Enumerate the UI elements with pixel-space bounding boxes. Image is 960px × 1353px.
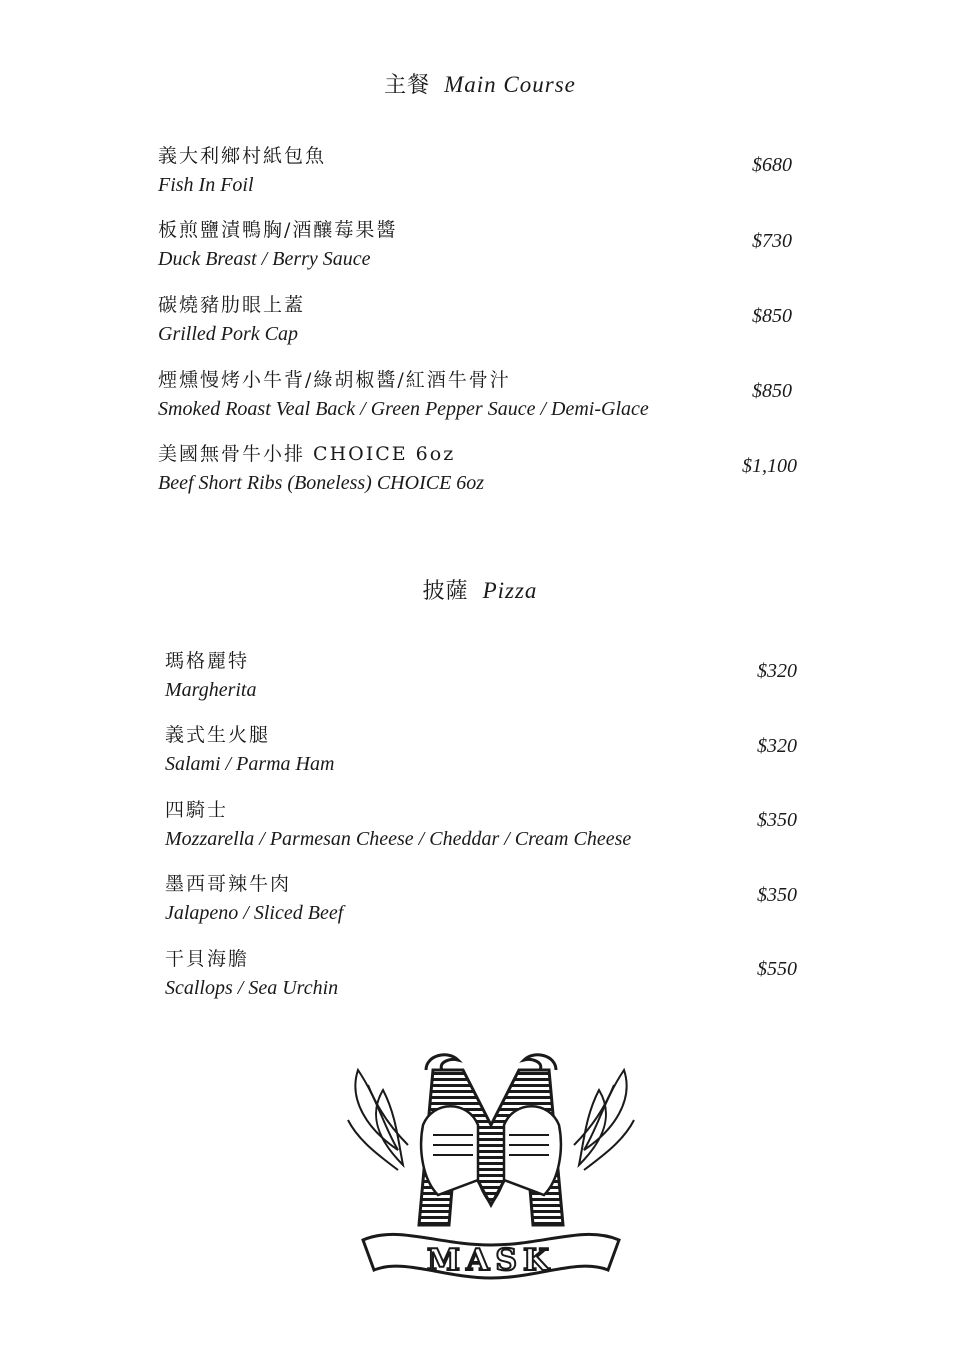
- pizza-title-zh: 披薩: [422, 579, 469, 604]
- menu-item: [158, 216, 397, 274]
- menu-item-name-en: Grilled Pork Cap: [158, 323, 298, 345]
- menu-item-name-zh: 瑪格麗特: [165, 650, 250, 672]
- menu-item-price: $320: [757, 735, 797, 757]
- menu-item-name-zh: 四騎士: [165, 799, 229, 821]
- menu-item-price: $850: [752, 380, 792, 402]
- logo-text: MASK: [426, 1243, 556, 1278]
- menu-item-name-zh: 美國無骨牛小排 CHOICE 6oz: [158, 443, 456, 465]
- menu-item: [158, 291, 305, 349]
- menu-item: [158, 142, 326, 200]
- pizza-title: [0, 574, 960, 605]
- main-course-title-zh: 主餐: [384, 73, 431, 98]
- menu-item-price: $730: [752, 230, 792, 252]
- menu-item: [165, 796, 631, 854]
- menu-item-price: $1,100: [742, 455, 797, 477]
- main-course-title: [0, 68, 960, 99]
- menu-item-price: $320: [757, 660, 797, 682]
- menu-item-name-zh: 碳燒豬肋眼上蓋: [158, 294, 306, 316]
- menu-item: [158, 366, 649, 424]
- menu-item-name-en: Mozzarella / Parmesan Cheese / Cheddar / Cream Cheese: [165, 828, 632, 850]
- menu-item-name-en: Duck Breast / Berry Sauce: [158, 248, 371, 270]
- menu-item-price: $350: [757, 809, 797, 831]
- menu-item-price: $680: [752, 154, 792, 176]
- menu-item-name-en: Beef Short Ribs (Boneless) CHOICE 6oz: [158, 472, 485, 494]
- menu-item-name-zh: 煙燻慢烤小牛背/綠胡椒醬/紅酒牛骨汁: [158, 369, 511, 391]
- menu-item-price: $850: [752, 305, 792, 327]
- pizza-title-en: Pizza: [482, 578, 538, 603]
- menu-item-name-en: Salami / Parma Ham: [165, 753, 335, 775]
- menu-item-price: $550: [757, 958, 797, 980]
- menu-item-name-en: Jalapeno / Sliced Beef: [165, 902, 344, 924]
- menu-item-name-zh: 義式生火腿: [165, 724, 271, 746]
- menu-item-name-zh: 義大利鄉村紙包魚: [158, 145, 327, 167]
- menu-item-name-zh: 干貝海膽: [165, 948, 250, 970]
- menu-item: [165, 647, 256, 705]
- menu-item-name-en: Fish In Foil: [158, 174, 254, 196]
- menu-item-price: $350: [757, 884, 797, 906]
- menu-item: [165, 870, 343, 928]
- menu-item-name-zh: 板煎鹽漬鴨胸/酒釀莓果醬: [158, 219, 398, 241]
- menu-item-name-en: Scallops / Sea Urchin: [165, 977, 339, 999]
- menu-item-name-en: Margherita: [165, 679, 257, 701]
- menu-item: [165, 721, 334, 779]
- mask-knights-crest-icon: [338, 1030, 644, 1295]
- menu-item: [165, 945, 338, 1003]
- menu-item-name-en: Smoked Roast Veal Back / Green Pepper Sauce / Demi-Glace: [158, 398, 649, 420]
- main-course-title-en: Main Course: [444, 72, 576, 97]
- menu-item-name-zh: 墨西哥辣牛肉: [165, 873, 292, 895]
- menu-item: [158, 440, 484, 498]
